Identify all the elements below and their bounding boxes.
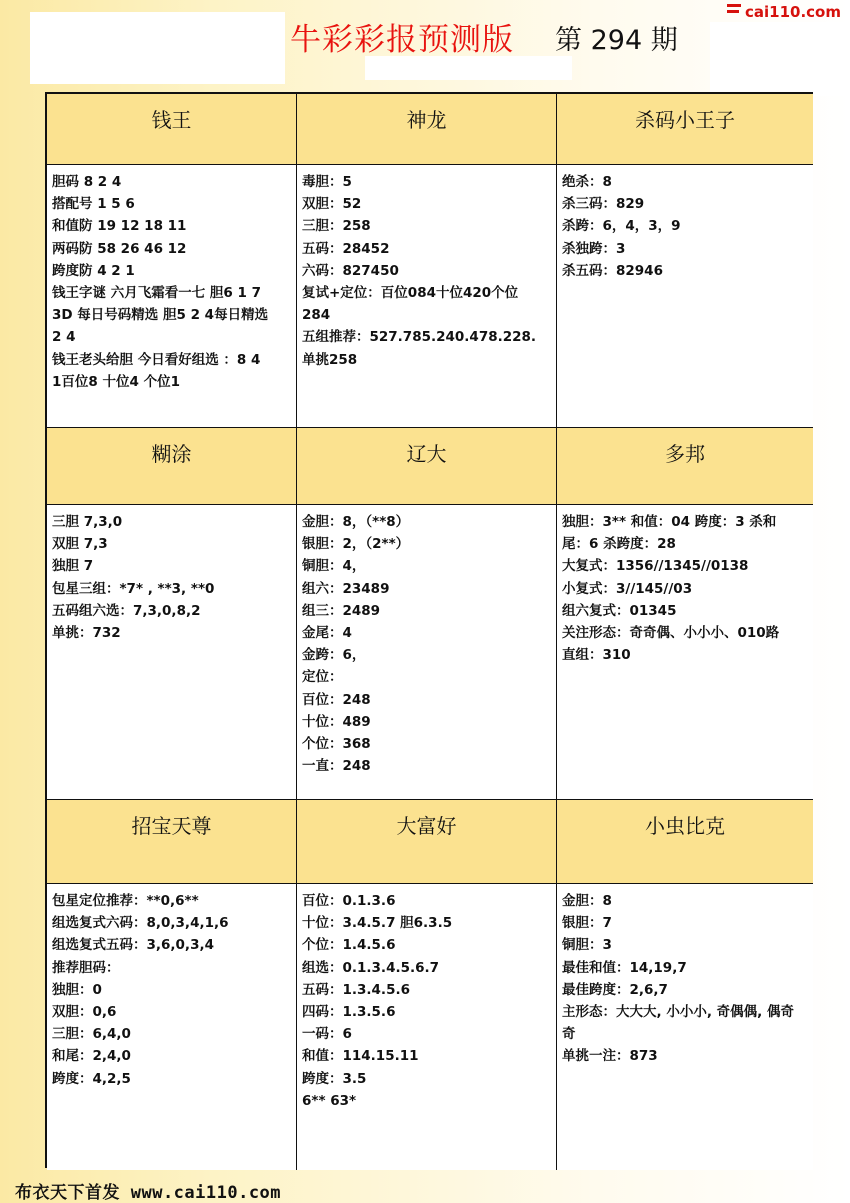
section-body [297,165,557,428]
prediction-line: 金胆：8 [562,893,612,909]
prediction-line: 包星定位推荐：**0,6** [52,893,199,909]
prediction-line: 金尾：4 [302,625,352,641]
prediction-line: 组六复式：01345 [562,602,677,619]
prediction-line: 尾：6 杀跨度：28 [562,536,676,553]
section-header [47,428,297,505]
section-body [47,165,297,428]
prediction-line: 284 [302,307,331,324]
prediction-line: 一直：248 [302,758,371,775]
prediction-line: 和尾：2,4,0 [52,1048,131,1065]
prediction-line: 个位：368 [302,736,371,752]
prediction-line: 1百位8 十位4 个位1 [52,373,180,390]
prediction-line: 跨度：4,2,5 [52,1070,131,1087]
prediction-line: 搭配号 1 5 6 [52,196,135,213]
section-header [47,800,297,884]
prediction-line: 独胆：3** 和值：04 跨度：3 杀和 [562,514,777,530]
prediction-line: 组三：2489 [302,602,381,619]
prediction-line: 五组推荐：527.785.240.478.228. [302,329,537,346]
section-body [297,505,557,800]
prediction-line: 组六：23489 [302,580,390,597]
prediction-line: 单挑一注：873 [562,1048,658,1065]
section-title: 钱王 [151,108,192,132]
prediction-line: 三胆：6,4,0 [52,1026,131,1043]
section-title: 多邦 [665,442,705,466]
prediction-line: 四码：1.3.5.6 [302,1004,396,1020]
prediction-line: 金跨：6， [302,647,366,664]
prediction-line: 最佳跨度：2,6,7 [562,981,668,998]
prediction-line: 五码：28452 [302,240,390,257]
prediction-line: 和值：114.15.11 [302,1048,419,1065]
section-header [297,428,557,505]
prediction-line: 3D 每日号码精选 胆5 2 4每日精选 [52,307,269,324]
section-body [557,165,813,428]
section-header [47,94,297,165]
prediction-line: 绝杀：8 [562,174,612,190]
prediction-line: 三胆：258 [302,218,371,235]
prediction-line: 2 4 [52,329,76,346]
prediction-line: 双胆：0,6 [52,1004,117,1020]
prediction-line: 独胆 7 [52,558,94,575]
section-body [47,884,297,1170]
section-header [557,94,813,165]
prediction-line: 杀跨：6，4，3，9 [562,218,681,235]
section-header [297,800,557,884]
issue-number: 第 294 期 [555,25,678,56]
prediction-line: 三胆 7,3,0 [52,514,123,530]
prediction-line: 跨度：3.5 [302,1070,367,1087]
section-header [297,94,557,165]
section-title: 大富好 [396,814,457,838]
prediction-line: 金胆：8，（**8） [302,514,410,530]
section-title: 小虫比克 [645,814,725,838]
prediction-line: 独胆：0 [52,981,102,998]
site-logo-text: cai110.com [745,3,841,21]
footer-credit: 布衣天下首发 www.cai110.com [15,1183,282,1203]
prediction-line: 6** 63* [302,1092,357,1109]
blank-area-right [710,22,850,96]
prediction-line: 胆码 8 2 4 [52,174,122,190]
prediction-line: 组选复式五码：3,6,0,3,4 [52,937,214,954]
logo-mark [727,4,741,7]
prediction-line: 双胆：52 [302,196,362,213]
prediction-line: 钱王老头给胆 今日看好组选 ：8 4 [52,351,261,368]
prediction-line: 组选复式六码：8,0,3,4,1,6 [52,915,229,932]
section-title: 糊涂 [151,442,192,466]
prediction-line: 银胆：2，（2**） [302,536,410,553]
prediction-line: 铜胆：4， [302,558,366,575]
prediction-line: 大复式：1356//1345//0138 [562,558,749,575]
section-header [557,800,813,884]
prediction-line: 两码防 58 26 46 12 [52,240,187,257]
prediction-line: 个位：1.4.5.6 [302,937,396,954]
prediction-line: 直组：310 [562,647,631,664]
section-body [47,505,297,800]
prediction-line: 五码组六选：7,3,0,8,2 [52,602,201,619]
prediction-line: 复试+定位：百位084十位420个位 [302,285,519,301]
prediction-line: 十位：489 [302,713,371,730]
prediction-line: 六码：827450 [302,262,399,279]
prediction-line: 关注形态：奇奇偶、小小小、010路 [562,625,780,641]
prediction-line: 跨度防 4 2 1 [52,262,135,279]
prediction-line: 十位：3.4.5.7 胆6.3.5 [302,915,453,932]
section-header [557,428,813,505]
blank-area-left [30,12,285,84]
section-body [297,884,557,1170]
prediction-line: 主形态：大大大, 小小小, 奇偶偶, 偶奇 [562,1004,794,1020]
prediction-line: 百位：0.1.3.6 [302,893,396,909]
prediction-line: 单挑：732 [52,625,121,641]
section-body [557,505,813,800]
prediction-line: 毒胆：5 [302,174,352,190]
blank-area-under-title [365,56,572,80]
prediction-line: 小复式：3//145//03 [562,580,693,597]
prediction-line: 一码：6 [302,1026,352,1043]
logo-mark-lower [727,10,739,13]
prediction-line: 组选：0.1.3.4.5.6.7 [302,959,440,976]
section-title: 杀码小王子 [635,108,735,132]
section-title: 辽大 [406,442,447,466]
prediction-line: 包星三组：*7* , **3, **0 [52,580,215,597]
prediction-line: 双胆 7,3 [52,536,108,553]
prediction-line: 银胆：7 [562,915,612,932]
prediction-line: 定位： [302,669,343,686]
prediction-line: 最佳和值：14,19,7 [562,959,687,976]
prediction-grid [45,92,813,1168]
section-title: 招宝天尊 [131,814,212,838]
section-title: 神龙 [406,108,447,132]
prediction-line: 推荐胆码： [52,959,120,976]
prediction-line: 单挑258 [302,351,358,368]
prediction-line: 杀独跨：3 [562,240,626,257]
prediction-line: 杀五码：82946 [562,262,663,279]
prediction-line: 杀三码：829 [562,196,645,213]
prediction-line: 铜胆：3 [562,937,612,954]
prediction-line: 钱王字谜 六月飞霜看一七 胆6 1 7 [52,285,261,301]
prediction-line: 奇 [562,1026,576,1043]
page-title: 牛彩彩报预测版 [290,22,514,58]
prediction-line: 五码：1.3.4.5.6 [302,981,410,998]
prediction-line: 和值防 19 12 18 11 [52,218,187,235]
prediction-line: 百位：248 [302,691,371,708]
section-body [557,884,813,1170]
